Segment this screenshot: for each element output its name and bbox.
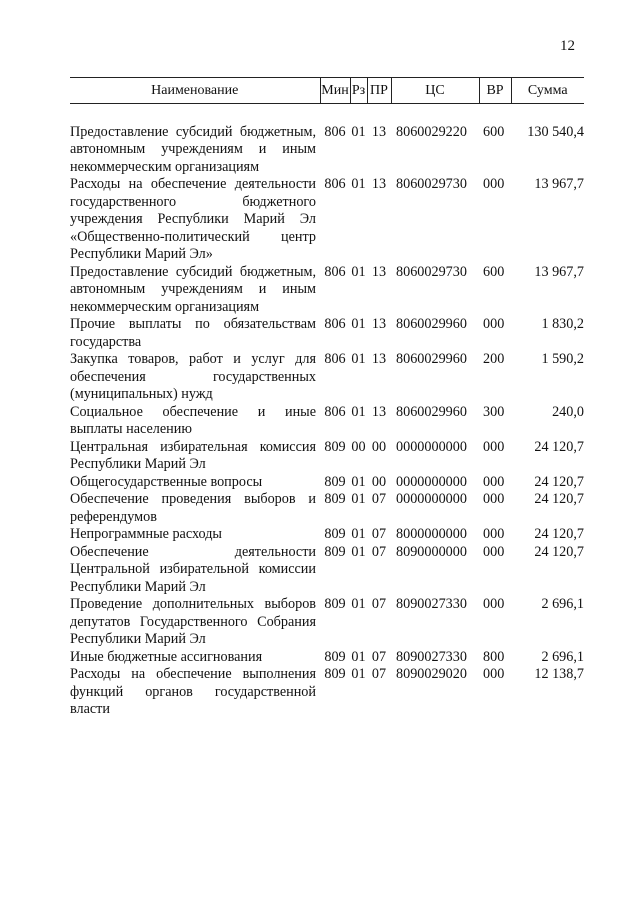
- cell-cs: 0000000000: [396, 491, 467, 507]
- header-min: Мин: [320, 78, 350, 104]
- cell-rz: 00: [351, 438, 366, 455]
- cell-min: 809: [324, 666, 346, 682]
- cell-pr: 13: [371, 316, 387, 332]
- cell-sum: 12 138,7: [534, 666, 584, 682]
- table-header: [70, 78, 584, 104]
- cell-name: Расходы на обеспечение выполнения функций органов государственной власти: [70, 666, 316, 717]
- cell-pr: 13: [371, 403, 387, 420]
- cell-name: Закупка товаров, работ и услуг для обеспечения государственных (муниципальных) нужд: [70, 351, 316, 402]
- cell-sum: 1 590,2: [541, 351, 584, 367]
- table-row: [70, 649, 584, 667]
- table-row: [70, 474, 584, 492]
- table-row: [70, 439, 584, 474]
- header-vr: ВР: [479, 78, 511, 104]
- cell-name: Предоставление субсидий бюджетным, автономным учреждениям и иным некоммерческим организациям: [70, 123, 316, 175]
- cell-min: 809: [324, 438, 346, 455]
- page-number: 12: [560, 38, 575, 54]
- cell-name: Расходы на обеспечение деятельности государственного бюджетного учреждения Республики Марий Эл «Общественно-политический центр Республики Марий Эл»: [70, 176, 316, 262]
- cell-sum: 130 540,4: [527, 123, 584, 140]
- cell-name: Общегосударственные вопросы: [70, 473, 263, 490]
- cell-vr: 600: [483, 263, 505, 280]
- table-row: [70, 264, 584, 317]
- cell-cs: 8060029730: [396, 176, 467, 192]
- cell-rz: 01: [351, 648, 366, 665]
- cell-vr: 000: [483, 316, 505, 332]
- cell-cs: 8060029220: [396, 123, 467, 140]
- table-row: [70, 666, 584, 719]
- cell-name: Социальное обеспечение и иные выплаты населению: [70, 403, 316, 437]
- cell-min: 806: [324, 351, 346, 367]
- table-row: [70, 544, 584, 597]
- cell-sum: 24 120,7: [534, 438, 584, 455]
- cell-vr: 000: [483, 543, 505, 560]
- cell-name: Прочие выплаты по обязательствам государства: [70, 316, 316, 350]
- cell-name: Непрограммные расходы: [70, 526, 222, 542]
- cell-sum: 1 830,2: [541, 316, 584, 332]
- cell-rz: 01: [351, 316, 366, 332]
- cell-min: 806: [324, 176, 346, 192]
- cell-pr: 13: [371, 123, 387, 140]
- cell-cs: 8060029960: [396, 403, 467, 420]
- table-row: [70, 316, 584, 351]
- cell-sum: 2 696,1: [541, 596, 584, 612]
- cell-cs: 8060029960: [396, 351, 467, 367]
- cell-min: 809: [324, 491, 346, 507]
- cell-sum: 24 120,7: [534, 543, 584, 560]
- header-spacer: [70, 103, 584, 124]
- cell-rz: 01: [351, 526, 366, 542]
- cell-name: Проведение дополнительных выборов депутатов Государственного Собрания Республики Марий Эл: [70, 596, 316, 647]
- table-row: [70, 124, 584, 177]
- cell-rz: 01: [351, 473, 366, 490]
- cell-sum: 13 967,7: [534, 263, 584, 280]
- cell-pr: 00: [371, 473, 387, 490]
- cell-rz: 01: [351, 666, 366, 682]
- cell-rz: 01: [351, 176, 366, 192]
- header-cs: ЦС: [391, 78, 479, 104]
- cell-min: 806: [324, 123, 346, 140]
- cell-vr: 300: [483, 403, 505, 420]
- cell-rz: 01: [351, 491, 366, 507]
- cell-cs: 8090029020: [396, 666, 467, 682]
- header-rz: Рз: [350, 78, 367, 104]
- cell-cs: 8090000000: [396, 543, 467, 560]
- cell-rz: 01: [351, 403, 366, 420]
- header-pr: ПР: [367, 78, 391, 104]
- cell-min: 809: [324, 596, 346, 612]
- cell-name: Обеспечение деятельности Центральной избирательной комиссии Республики Марий Эл: [70, 543, 316, 595]
- cell-pr: 13: [371, 263, 387, 280]
- cell-name: Обеспечение проведения выборов и референдумов: [70, 491, 316, 525]
- cell-pr: 07: [371, 666, 387, 682]
- cell-sum: 24 120,7: [534, 491, 584, 507]
- cell-min: 809: [324, 473, 346, 490]
- cell-rz: 01: [351, 123, 366, 140]
- cell-min: 806: [324, 263, 346, 280]
- table-body: [70, 103, 584, 719]
- cell-sum: 24 120,7: [534, 526, 584, 542]
- cell-name: Предоставление субсидий бюджетным, автономным учреждениям и иным некоммерческим организациям: [70, 263, 316, 315]
- table-row: [70, 176, 584, 264]
- cell-vr: 800: [483, 648, 505, 665]
- cell-pr: 07: [371, 526, 387, 542]
- header-name: Наименование: [70, 78, 320, 104]
- cell-vr: 000: [483, 473, 505, 490]
- table-row: [70, 526, 584, 544]
- cell-sum: 24 120,7: [534, 473, 584, 490]
- cell-min: 806: [324, 316, 346, 332]
- cell-min: 809: [324, 526, 346, 542]
- cell-min: 806: [324, 403, 346, 420]
- table-row: [70, 491, 584, 526]
- cell-vr: 200: [483, 351, 505, 367]
- table-row: [70, 596, 584, 649]
- cell-vr: 000: [483, 176, 505, 192]
- header-sum: Сумма: [511, 78, 584, 104]
- cell-pr: 13: [371, 176, 387, 192]
- cell-rz: 01: [351, 596, 366, 612]
- cell-vr: 000: [483, 491, 505, 507]
- cell-cs: 8060029730: [396, 263, 467, 280]
- cell-sum: 2 696,1: [541, 648, 584, 665]
- cell-pr: 07: [371, 648, 387, 665]
- table-row: [70, 404, 584, 439]
- cell-rz: 01: [351, 351, 366, 367]
- cell-min: 809: [324, 543, 346, 560]
- cell-cs: 8090027330: [396, 596, 467, 612]
- cell-pr: 13: [371, 351, 387, 367]
- table-row: [70, 351, 584, 404]
- cell-sum: 240,0: [552, 403, 584, 420]
- cell-vr: 000: [483, 596, 505, 612]
- budget-table: [70, 77, 584, 719]
- cell-cs: 0000000000: [396, 473, 467, 490]
- cell-pr: 07: [371, 596, 387, 612]
- cell-name: Центральная избирательная комиссия Республики Марий Эл: [70, 438, 316, 472]
- cell-pr: 07: [371, 491, 387, 507]
- cell-vr: 000: [483, 526, 505, 542]
- cell-cs: 0000000000: [396, 438, 467, 455]
- cell-pr: 00: [371, 438, 387, 455]
- cell-cs: 8090027330: [396, 648, 467, 665]
- cell-cs: 8060029960: [396, 316, 467, 332]
- cell-cs: 8000000000: [396, 526, 467, 542]
- cell-vr: 000: [483, 438, 505, 455]
- cell-sum: 13 967,7: [534, 176, 584, 192]
- cell-vr: 000: [483, 666, 505, 682]
- cell-vr: 600: [483, 123, 505, 140]
- cell-rz: 01: [351, 263, 366, 280]
- cell-min: 809: [324, 648, 346, 665]
- cell-rz: 01: [351, 543, 366, 560]
- cell-pr: 07: [371, 543, 387, 560]
- cell-name: Иные бюджетные ассигнования: [70, 648, 263, 665]
